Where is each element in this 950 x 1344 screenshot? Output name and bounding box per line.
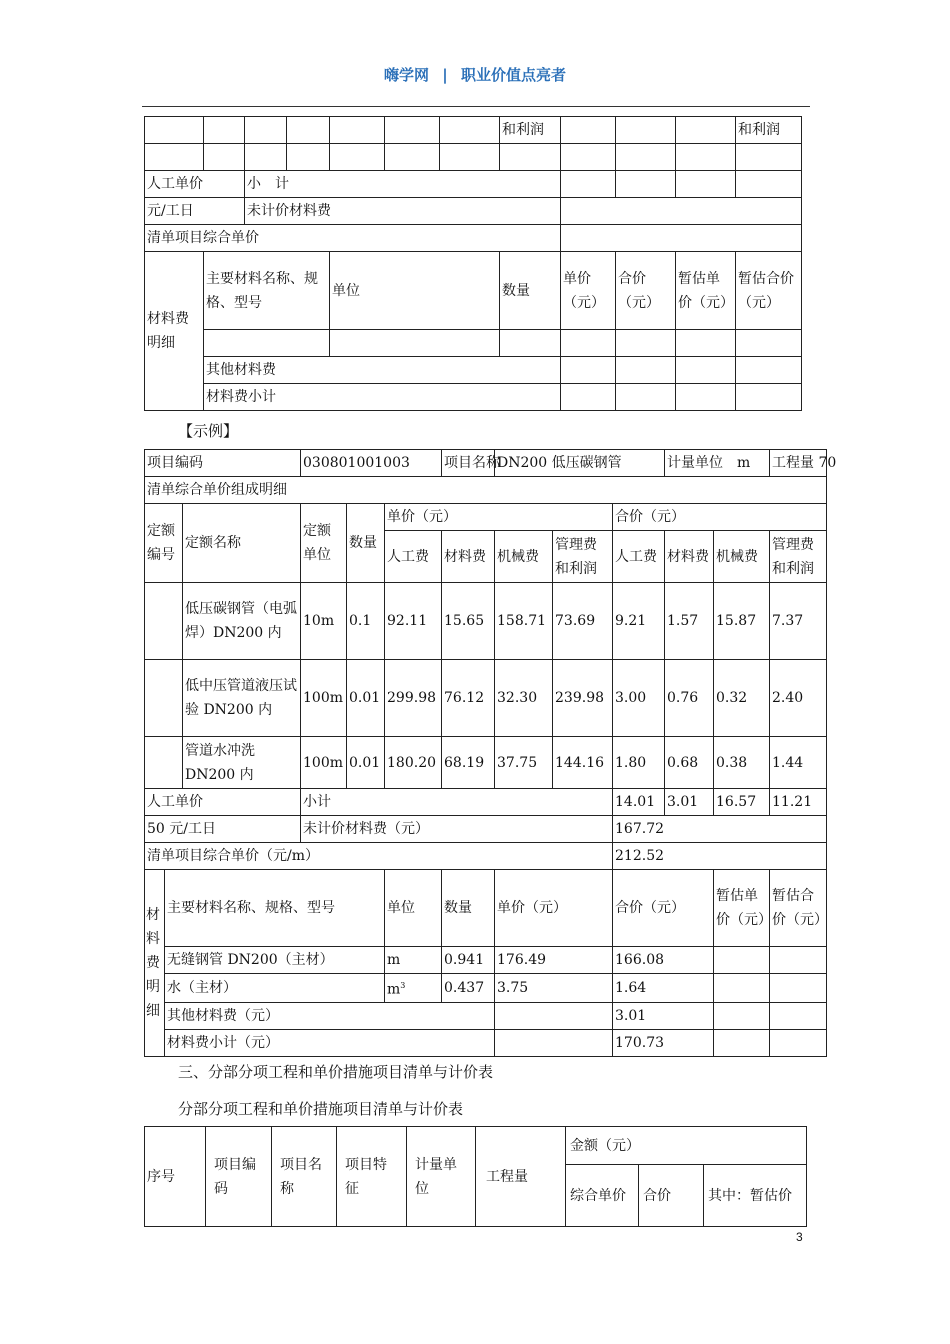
bill-of-quantities-table xyxy=(144,1126,807,1227)
price-material: 68.19 xyxy=(442,737,495,789)
material-subtotal-label: 材料费小计 xyxy=(204,384,561,411)
table-row xyxy=(145,583,827,660)
unit-text: m xyxy=(387,981,401,998)
other-material-label: 其他材料费 xyxy=(204,357,561,384)
table-3-title: 分部分项工程和单价措施项目清单与计价表 xyxy=(178,1100,464,1118)
subtotal-label: 小计 xyxy=(301,789,613,816)
unit-superscript: 3 xyxy=(400,981,406,990)
total-header: 合价 xyxy=(639,1165,704,1227)
example-unit-price-table xyxy=(144,449,837,1057)
material-name-header: 主要材料名称、规格、型号 xyxy=(204,252,330,330)
project-code-label: 项目编码 xyxy=(145,450,301,477)
quota-qty: 0.1 xyxy=(347,583,385,660)
material-subtotal-value: 170.73 xyxy=(613,1029,714,1056)
estimated-price-header: 其中：暂估价 xyxy=(704,1165,807,1227)
price-mgmt: 73.69 xyxy=(553,583,613,660)
price-mgmt: 239.98 xyxy=(553,660,613,737)
per-day-label: 50 元/工日 xyxy=(145,816,301,843)
material-unit: m xyxy=(385,947,442,974)
material-name: 无缝钢管 DN200（主材） xyxy=(165,947,385,974)
price-labor: 299.98 xyxy=(385,660,442,737)
quantity-header: 工程量 xyxy=(476,1127,566,1227)
header-divider xyxy=(142,106,810,107)
unit-header: 单位 xyxy=(385,870,442,947)
unit-header: 单位 xyxy=(330,252,500,330)
item-code-header: 项目编码 xyxy=(206,1127,272,1227)
table-row xyxy=(145,477,827,504)
quota-unit: 100m xyxy=(301,737,347,789)
material-name: 水（主材） xyxy=(165,974,385,1003)
material-amount: 1.64 xyxy=(613,974,714,1003)
project-code: 030801001003 xyxy=(301,450,442,477)
subtotal-mgmt: 11.21 xyxy=(770,789,827,816)
site-slogan: 职业价值点亮者 xyxy=(460,66,566,84)
item-feature-header: 项目特征 xyxy=(337,1127,407,1227)
qty-header: 数量 xyxy=(500,252,561,330)
price-mgmt: 144.16 xyxy=(553,737,613,789)
amount-header: 合价（元） xyxy=(613,870,714,947)
quota-qty: 0.01 xyxy=(347,737,385,789)
qty-header: 数量 xyxy=(442,870,495,947)
price-header: 单价（元） xyxy=(561,252,616,330)
per-day-label: 元/工日 xyxy=(145,198,245,225)
table-row xyxy=(145,504,827,531)
table-row xyxy=(145,252,802,330)
table-row xyxy=(145,1002,827,1029)
quota-name: 低压碳钢管（电弧焊）DN200 内 xyxy=(183,583,301,660)
table-row xyxy=(145,974,827,1003)
price-header: 单价（元） xyxy=(495,870,613,947)
total-mgmt: 2.40 xyxy=(770,660,827,737)
table-row xyxy=(145,198,802,225)
other-material-label: 其他材料费（元） xyxy=(165,1002,495,1029)
mgmt-profit-cell: 和利润 xyxy=(736,117,802,144)
total-labor: 9.21 xyxy=(613,583,665,660)
est-price-header: 暂估单价（元） xyxy=(676,252,736,330)
total-machine: 0.38 xyxy=(714,737,770,789)
total-mgmt: 7.37 xyxy=(770,583,827,660)
quota-unit: 100m xyxy=(301,660,347,737)
measure-unit-label: 计量单位 m xyxy=(665,450,770,477)
project-name: DN200 低压碳钢管 xyxy=(495,450,665,477)
table-row xyxy=(145,225,802,252)
table-row xyxy=(145,384,802,411)
table-row xyxy=(145,1127,807,1165)
unit-price-total-label: 清单项目综合单价 xyxy=(145,225,561,252)
table-row xyxy=(145,357,802,384)
price-labor: 92.11 xyxy=(385,583,442,660)
price-machine: 37.75 xyxy=(495,737,553,789)
material-header: 材料费 xyxy=(442,531,495,583)
quota-unit: 10m xyxy=(301,583,347,660)
unit-price-total-value: 212.52 xyxy=(613,843,827,870)
material-detail-label: 材料费明细 xyxy=(145,252,204,411)
unpriced-material-label: 未计价材料费（元） xyxy=(301,816,613,843)
unit-price-header: 综合单价 xyxy=(566,1165,639,1227)
price-machine: 32.30 xyxy=(495,660,553,737)
qty-header: 数量 xyxy=(347,504,385,583)
table-row xyxy=(145,330,802,357)
price-material: 15.65 xyxy=(442,583,495,660)
other-material-value: 3.01 xyxy=(613,1002,714,1029)
table-row xyxy=(145,816,827,843)
section-title: 清单综合单价组成明细 xyxy=(145,477,827,504)
unpriced-material-label: 未计价材料费 xyxy=(245,198,561,225)
unit-price-header: 单价（元） xyxy=(385,504,613,531)
subtotal-machine: 16.57 xyxy=(714,789,770,816)
total-material: 0.68 xyxy=(665,737,714,789)
table-row xyxy=(145,789,827,816)
quota-name-header: 定额名称 xyxy=(183,504,301,583)
table-row xyxy=(145,171,802,198)
table-row xyxy=(145,737,827,789)
subtotal-label: 小 计 xyxy=(245,171,561,198)
mgmt-header: 管理费和利润 xyxy=(770,531,827,583)
table-row xyxy=(145,117,802,144)
material-qty: 0.437 xyxy=(442,974,495,1003)
labor-price-label: 人工单价 xyxy=(145,171,245,198)
quota-qty: 0.01 xyxy=(347,660,385,737)
material-detail-label: 材料费明细 xyxy=(145,870,165,1057)
total-price-header: 合价（元） xyxy=(613,504,827,531)
page-header xyxy=(0,64,950,85)
price-material: 76.12 xyxy=(442,660,495,737)
subtotal-labor: 14.01 xyxy=(613,789,665,816)
est-price-header: 暂估单价（元） xyxy=(714,870,770,947)
seq-no-header: 序号 xyxy=(145,1127,206,1227)
quota-no-header: 定额编号 xyxy=(145,504,183,583)
machine-header: 机械费 xyxy=(714,531,770,583)
labor-header: 人工费 xyxy=(613,531,665,583)
table-row xyxy=(145,947,827,974)
example-label: 【示例】 xyxy=(178,422,239,440)
table-row xyxy=(145,1029,827,1056)
quantity-label: 工程量 70 xyxy=(770,450,827,477)
total-material: 0.76 xyxy=(665,660,714,737)
amount-header: 合价（元） xyxy=(616,252,676,330)
page-number: 3 xyxy=(796,1230,803,1244)
price-machine: 158.71 xyxy=(495,583,553,660)
site-name: 嗨学网 xyxy=(384,66,430,84)
est-amount-header: 暂估合价（元） xyxy=(770,870,827,947)
price-labor: 180.20 xyxy=(385,737,442,789)
table-row xyxy=(145,843,827,870)
material-price: 3.75 xyxy=(495,974,613,1003)
template-unit-price-table xyxy=(144,116,802,411)
quota-name: 管道水冲洗DN200 内 xyxy=(183,737,301,789)
quota-name: 低中压管道液压试验 DN200 内 xyxy=(183,660,301,737)
total-material: 1.57 xyxy=(665,583,714,660)
amount-header: 金额（元） xyxy=(566,1127,807,1165)
est-amount-header: 暂估合价（元） xyxy=(736,252,802,330)
total-mgmt: 1.44 xyxy=(770,737,827,789)
table-row xyxy=(145,660,827,737)
material-header: 材料费 xyxy=(665,531,714,583)
material-subtotal-label: 材料费小计（元） xyxy=(165,1029,495,1056)
item-name-header: 项目名称 xyxy=(272,1127,337,1227)
total-machine: 15.87 xyxy=(714,583,770,660)
table-row xyxy=(145,870,827,947)
total-labor: 3.00 xyxy=(613,660,665,737)
labor-price-label: 人工单价 xyxy=(145,789,301,816)
material-unit xyxy=(385,974,442,1003)
mgmt-profit-cell: 和利润 xyxy=(500,117,561,144)
mgmt-header: 管理费和利润 xyxy=(553,531,613,583)
table-row xyxy=(145,450,827,477)
material-price: 176.49 xyxy=(495,947,613,974)
material-name-header: 主要材料名称、规格、型号 xyxy=(165,870,385,947)
quota-unit-header: 定额单位 xyxy=(301,504,347,583)
subtotal-material: 3.01 xyxy=(665,789,714,816)
project-name-label: 项目名称 xyxy=(442,450,495,477)
unit-price-total-label: 清单项目综合单价（元/m） xyxy=(145,843,613,870)
unpriced-material-value: 167.72 xyxy=(613,816,827,843)
measure-unit-header: 计量单位 xyxy=(407,1127,476,1227)
table-row xyxy=(145,144,802,171)
machine-header: 机械费 xyxy=(495,531,553,583)
material-amount: 166.08 xyxy=(613,947,714,974)
material-qty: 0.941 xyxy=(442,947,495,974)
header-separator: | xyxy=(442,66,448,84)
labor-header: 人工费 xyxy=(385,531,442,583)
total-labor: 1.80 xyxy=(613,737,665,789)
total-machine: 0.32 xyxy=(714,660,770,737)
section-3-title: 三、分部分项工程和单价措施项目清单与计价表 xyxy=(178,1063,494,1081)
